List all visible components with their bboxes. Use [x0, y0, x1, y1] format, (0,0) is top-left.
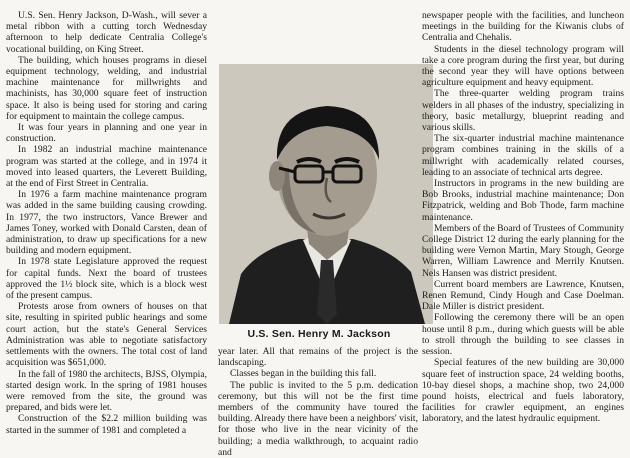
portrait-illustration: [219, 64, 433, 324]
paragraph: The building, which houses programs in diesel equipment technology, welding, and industrial machine maintenance for millwrights and machinists, has 30,000 square feet of instruction space. It also is being used for storing and caring for equipment to maintain the college campus.: [6, 54, 207, 122]
paragraph: The three-quarter welding program trains welders in all phases of the industry, specializing in theory, basic metallurgy, blueprint reading and various skills.: [422, 88, 624, 134]
paragraph: Classes began in the building this fall.: [230, 368, 377, 380]
paragraph: Protests arose from owners of houses on that site, resulting in spirited public hearings and some court action, but the state's General Services Administration was able to negotiate satisfactory settlements with the owners. The total cost of land acquisition was $651,000.: [6, 301, 207, 369]
paragraph: In 1976 a farm machine maintenance program was added in the same building causing crowding. In 1977, the two instructors, Vance Brewer and James Toney, worked with Donald Carsten, dean of administration, to draw up specifications for a new building and modern equipment.: [6, 189, 207, 257]
photo-caption: U.S. Sen. Henry M. Jackson: [247, 328, 391, 340]
paragraph: In the fall of 1980 the architects, BJSS, Olympia, started design work. In the spring of 1981 houses were removed from the site, the ground was prepared, and bids were let.: [6, 368, 207, 414]
paragraph: Current board members are Lawrence, Knutsen, Renen Remund, Cindy Hough and Case Doelman. Dale Miller is district president.: [422, 278, 624, 313]
paragraph: U.S. Sen. Henry Jackson, D-Wash., will sever a metal ribbon with a cutting torch Wednesday afternoon to help dedicate Centralia College's vocational building, on King Street.: [6, 10, 207, 55]
paragraph: The six-quarter industrial machine maintenance program combines training in the skills of a millwright with academically related courses, leading to an associate of technical arts degree.: [422, 133, 624, 178]
paragraph: Special features of the new building are 30,000 square feet of instruction space, 24 welding booths, 10-bay diesel shops, a machine shop, two 24,000 pound hoists, electrical and fuels laboratory, facilities for crawler equipment, an engines laboratory, and the latest hydraulic equipment.: [422, 357, 624, 425]
paragraph: Construction of the $2.2 million building was started in the summer of 1981 and completed a: [6, 413, 207, 436]
paragraph: newspaper people with the facilities, and luncheon meetings in the building for the Kiwanis clubs of Centralia and Chehalis.: [422, 10, 624, 44]
article-column-left: [6, 10, 207, 436]
article-column-middle: [218, 346, 418, 458]
paragraph: Instructors in programs in the new building are Bob Brooks, industrial machine maintenance; Don Fitzpatrick, welding and Bob Thode, farm machine maintenance.: [422, 178, 624, 223]
paragraph: Members of the Board of Trustees of Community College District 12 during the early planning for the building were Vernon Martin, Mary Stough, George Warren, William Lawrence and Merrily Knutsen. Nels Hansen was district president.: [422, 222, 624, 279]
paragraph: In 1982 an industrial machine maintenance program was started at the college, and in 1974 it moved into leased quarters, the Leverett Building, at the end of First Street in Centralia.: [6, 144, 207, 190]
paragraph: The public is invited to the 5 p.m. dedication ceremony, but this will not be the first time members of the community have toured the building. Already there have been a neighbors' visit, for those who live in the near vicinity of the building; a media walkthrough, to acquaint radio and: [218, 379, 418, 458]
article-column-right: [422, 10, 624, 425]
paragraph: Students in the diesel technology program will take a core program during the first year, but during the second year they will have options between agriculture equipment and heavy equipment.: [422, 43, 624, 89]
paragraph: In 1978 state Legislature approved the request for capital funds. Next the board of trustees approved the 1½ block site, which is a block west of the present campus.: [6, 256, 207, 302]
paragraph: year later. All that remains of the project is the landscaping.: [218, 346, 418, 369]
portrait-photo: [219, 64, 433, 324]
paragraph: Following the ceremony there will be an open house until 8 p.m., during which guests will be able to stroll through the building to see classes in session.: [422, 312, 624, 358]
paragraph: It was four years in planning and one year in construction.: [6, 122, 207, 145]
